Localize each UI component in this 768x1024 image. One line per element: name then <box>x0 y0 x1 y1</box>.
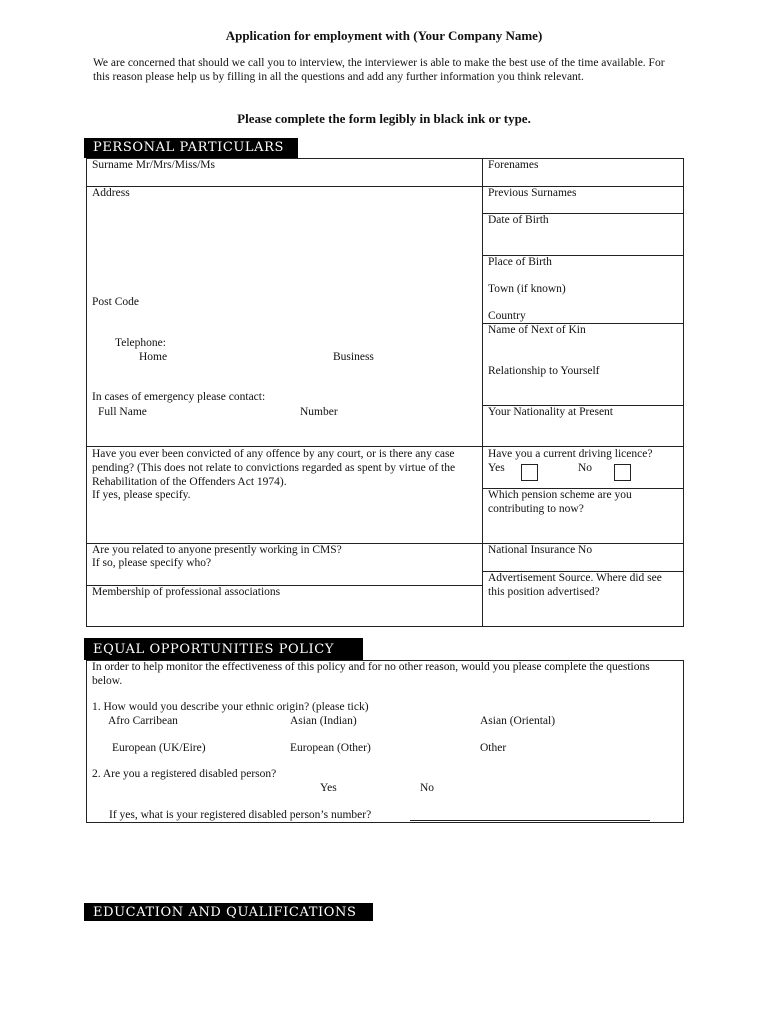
ethnic-origin-question: 1. How would you describe your ethnic origin? (please tick) <box>92 701 369 713</box>
surname-label: Surname Mr/Mrs/Miss/Ms <box>92 159 215 171</box>
option-european-other[interactable]: European (Other) <box>290 742 371 754</box>
personal-particulars-heading: PERSONAL PARTICULARS <box>84 138 298 158</box>
driving-yes-checkbox[interactable] <box>521 464 538 481</box>
disabled-number-label: If yes, what is your registered disabled person’s number? <box>109 809 372 821</box>
driving-yes-label: Yes <box>488 462 505 474</box>
option-asian-indian[interactable]: Asian (Indian) <box>290 715 357 727</box>
advert-source-question: Advertisement Source. Where did see this position advertised? <box>488 572 662 598</box>
option-european-uk[interactable]: European (UK/Eire) <box>112 742 206 754</box>
equal-opportunities-heading: EQUAL OPPORTUNITIES POLICY <box>84 638 363 660</box>
number-label: Number <box>300 406 338 418</box>
equal-intro: In order to help monitor the effectiveness of this policy and for no other reason, would you please complete the questions below. <box>92 661 650 687</box>
driving-licence-question: Have you a current driving licence? <box>488 448 653 460</box>
disabled-yes-option[interactable]: Yes <box>320 782 337 794</box>
place-of-birth-label: Place of Birth <box>488 256 552 268</box>
forenames-label: Forenames <box>488 159 539 171</box>
personal-column-divider <box>482 158 483 627</box>
convictions-specify-label: If yes, please specify. <box>92 489 191 501</box>
relationship-label: Relationship to Yourself <box>488 365 600 377</box>
convictions-question: Have you ever been convicted of any offence by any court, or is there any case pending? (This does not relate to convictions regarded as spent by virtue of the Rehabilitation of the Offenders Act 1974). <box>92 448 456 488</box>
related-question: Are you related to anyone presently working in CMS? <box>92 544 342 556</box>
related-specify-label: If so, please specify who? <box>92 557 212 569</box>
disabled-no-option[interactable]: No <box>420 782 435 794</box>
option-afro-carribean[interactable]: Afro Carribean <box>108 715 178 727</box>
membership-label: Membership of professional associations <box>92 586 281 598</box>
telephone-label: Telephone: <box>115 337 166 349</box>
row-line <box>86 186 482 187</box>
disabled-number-field[interactable] <box>410 820 650 821</box>
option-other[interactable]: Other <box>480 742 507 754</box>
disabled-question: 2. Are you a registered disabled person? <box>92 768 277 780</box>
address-label: Address <box>92 187 130 199</box>
previous-surnames-label: Previous Surnames <box>488 187 577 199</box>
nationality-label: Your Nationality at Present <box>488 406 614 418</box>
home-label: Home <box>139 351 168 363</box>
education-heading: EDUCATION AND QUALIFICATIONS <box>84 903 373 921</box>
intro-paragraph: We are concerned that should we call you to interview, the interviewer is able to make the best use of the time available. For this reason please help us by filling in all the questions and add any further information you think relevant. <box>93 57 665 83</box>
pension-question: Which pension scheme are you contributing to now? <box>488 489 632 515</box>
next-of-kin-label: Name of Next of Kin <box>488 324 586 336</box>
driving-no-label: No <box>578 462 593 474</box>
instruction-text: Please complete the form legibly in black ink or type. <box>237 111 531 126</box>
driving-no-checkbox[interactable] <box>614 464 631 481</box>
ni-number-label: National Insurance No <box>488 544 593 556</box>
full-name-label: Full Name <box>98 406 147 418</box>
business-label: Business <box>333 351 374 363</box>
post-code-label: Post Code <box>92 296 139 308</box>
country-label: Country <box>488 310 526 322</box>
emergency-label: In cases of emergency please contact: <box>92 391 266 403</box>
town-label: Town (if known) <box>488 283 566 295</box>
form-title: Application for employment with (Your Company Name) <box>225 28 543 43</box>
option-asian-oriental[interactable]: Asian (Oriental) <box>480 715 556 727</box>
date-of-birth-label: Date of Birth <box>488 214 549 226</box>
